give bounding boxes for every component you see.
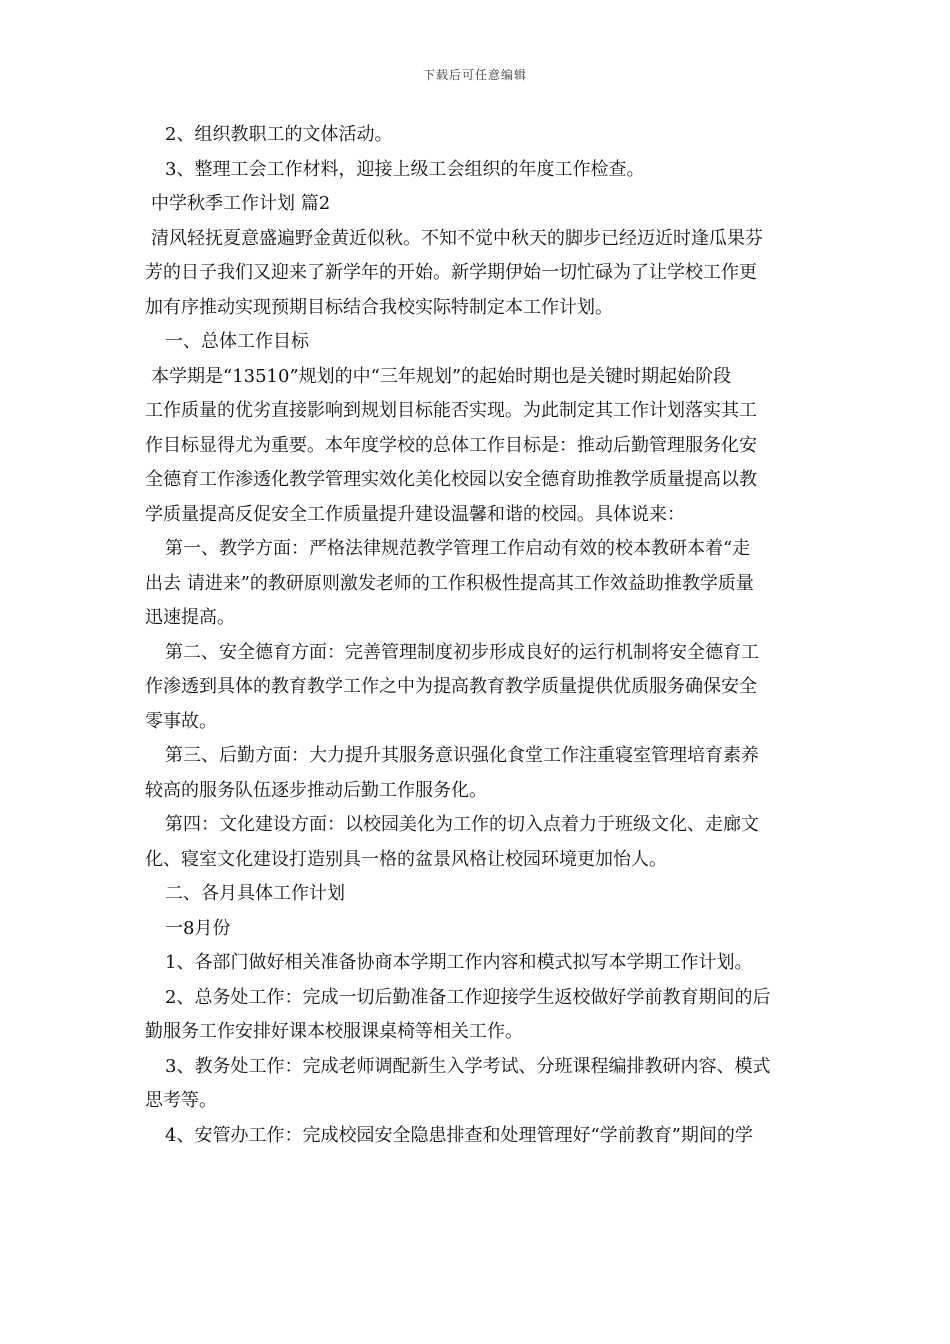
text-line: 工作质量的优劣直接影响到规划目标能否实现。为此制定其工作计划落实其工: [145, 400, 757, 421]
text-line: 二、各月具体工作计划: [165, 883, 345, 904]
text-line: 第三、后勤方面：大力提升其服务意识强化食堂工作注重寝室管理培育素养: [165, 745, 759, 766]
text-line: 作目标显得尤为重要。本年度学校的总体工作目标是：推动后勤管理服务化安: [145, 434, 757, 456]
text-line: 4、安管办工作：完成校园安全隐患排查和处理管理好“学前教育”期间的学: [165, 1124, 753, 1146]
text-line: 加有序推动实现预期目标结合我校实际特制定本工作计划。: [145, 296, 613, 318]
text-line: 作渗透到具体的教育教学工作之中为提高教育教学质量提供优质服务确保安全: [145, 676, 757, 697]
download-note: 下载后可任意编辑: [422, 68, 527, 82]
text-line: 第一、教学方面：严格法律规范教学管理工作启动有效的校本教研本着“走: [165, 538, 751, 559]
text-line: 清风轻抚夏意盛遍野金黄近似秋。不知不觉中秋天的脚步已经迈近时逢瓜果芬: [151, 227, 763, 249]
text-line: 中学秋季工作计划 篇2: [151, 193, 331, 214]
text-line: 2、组织教职工的文体活动。: [165, 124, 393, 145]
text-line: 3、教务处工作：完成老师调配新生入学考试、分班课程编排教研内容、模式: [165, 1055, 771, 1077]
text-line: 第四：文化建设方面：以校园美化为工作的切入点着力于班级文化、走廊文: [165, 814, 759, 835]
text-line: 一8月份: [165, 917, 231, 939]
text-line: 思考等。: [145, 1090, 217, 1111]
text-line: 零事故。: [145, 710, 217, 732]
text-line: 本学期是“13510”规划的中“三年规划”的起始时期也是关键时期起始阶段: [151, 365, 732, 387]
text-line: 迅速提高。: [145, 607, 235, 628]
text-line: 勤服务工作安排好课本校服课桌椅等相关工作。: [145, 1021, 523, 1042]
text-line: 较高的服务队伍逐步推动后勤工作服务化。: [145, 779, 487, 801]
text-line: 出去 请进来”的教研原则激发老师的工作积极性提高其工作效益助推教学质量: [145, 572, 754, 594]
document-body: [145, 118, 810, 1153]
text-line: 2、总务处工作：完成一切后勤准备工作迎接学生返校做好学前教育期间的后: [165, 986, 771, 1008]
text-line: 学质量提高反促安全工作质量提升建设温馨和谐的校园。具体说来：: [145, 503, 685, 525]
text-line: 第二、安全德育方面：完善管理制度初步形成良好的运行机制将安全德育工: [165, 641, 759, 663]
text-line: 一、总体工作目标: [165, 331, 309, 352]
text-line: 化、寝室文化建设打造别具一格的盆景风格让校园环境更加怡人。: [145, 848, 667, 870]
text-line: 3、整理工会工作材料，迎接上级工会组织的年度工作检查。: [165, 158, 645, 180]
text-line: 全德育工作渗透化教学管理实效化美化校园以安全德育助推教学质量提高以教: [145, 469, 757, 490]
text-line: 芳的日子我们又迎来了新学年的开始。新学期伊始一切忙碌为了让学校工作更: [145, 262, 757, 283]
text-line: 1、各部门做好相关准备协商本学期工作内容和模式拟写本学期工作计划。: [165, 952, 753, 973]
